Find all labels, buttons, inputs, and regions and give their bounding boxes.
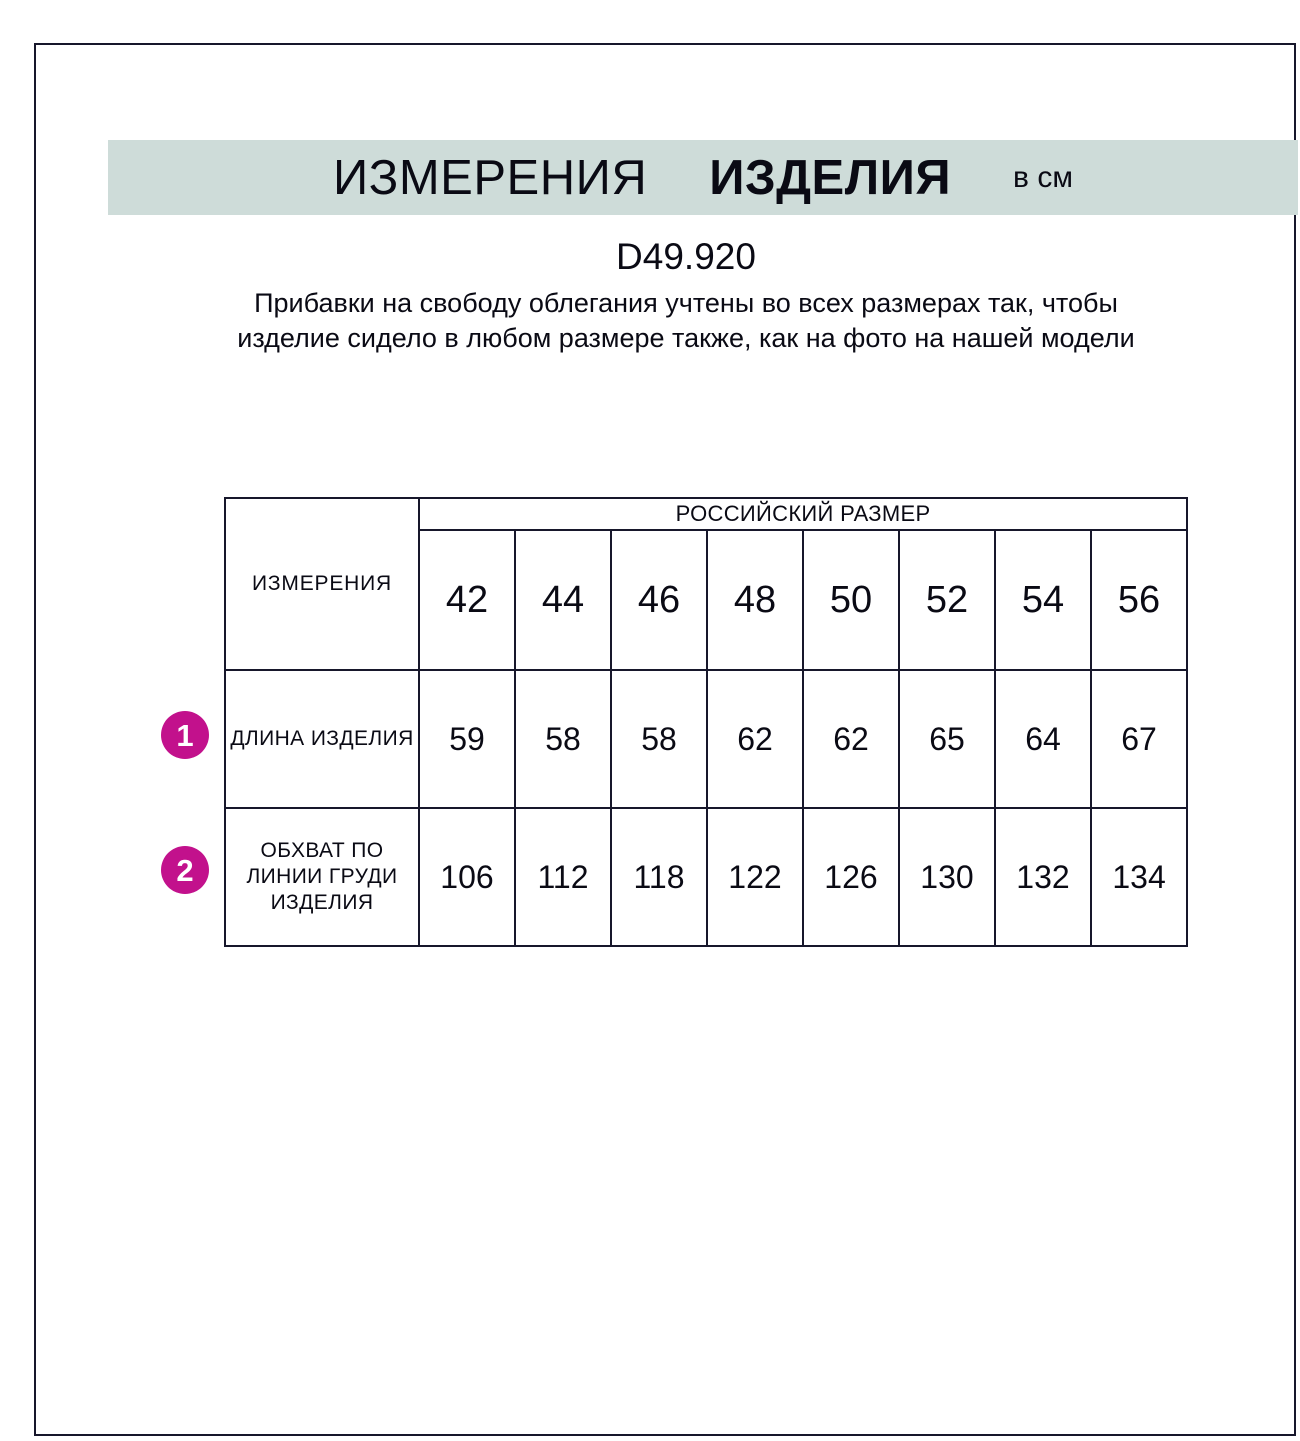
size-header-cell: 44 — [515, 530, 611, 670]
table-header-group-row — [225, 498, 1187, 530]
row-value: 62 — [803, 670, 899, 808]
fit-note: Прибавки на свободу облегания учтены во всех размерах так, чтобы изделие сидело в любом размере также, как на фото на нашей модели — [237, 288, 1135, 353]
row-value: 58 — [611, 670, 707, 808]
size-header-cell: 50 — [803, 530, 899, 670]
page-frame — [34, 43, 1296, 1436]
product-code: D49.920 — [616, 236, 756, 277]
table-row — [225, 670, 1187, 808]
size-table — [224, 497, 1188, 947]
row-value: 67 — [1091, 670, 1187, 808]
title-unit: в см — [1013, 160, 1073, 194]
row-label: ОБХВАТ ПО ЛИНИИ ГРУДИ ИЗДЕЛИЯ — [225, 808, 419, 946]
size-header-cell: 54 — [995, 530, 1091, 670]
size-table-container — [224, 497, 1186, 947]
row-value: 65 — [899, 670, 995, 808]
row-value: 134 — [1091, 808, 1187, 946]
row-value: 58 — [515, 670, 611, 808]
size-header-cell: 48 — [707, 530, 803, 670]
row-value: 64 — [995, 670, 1091, 808]
row-value: 126 — [803, 808, 899, 946]
title-measurements: ИЗМЕРЕНИЯ — [333, 150, 648, 205]
row-value: 62 — [707, 670, 803, 808]
measurements-header: ИЗМЕРЕНИЯ — [225, 498, 419, 670]
intro-block — [186, 233, 1186, 356]
russian-size-group-header: РОССИЙСКИЙ РАЗМЕР — [419, 498, 1187, 530]
row-value: 122 — [707, 808, 803, 946]
row-value: 130 — [899, 808, 995, 946]
table-row — [225, 808, 1187, 946]
title-product: ИЗДЕЛИЯ — [709, 150, 952, 205]
measurement-badge-1: 1 — [161, 711, 209, 759]
size-header-cell: 52 — [899, 530, 995, 670]
row-value: 118 — [611, 808, 707, 946]
title-band — [108, 140, 1298, 215]
size-header-cell: 56 — [1091, 530, 1187, 670]
size-header-cell: 46 — [611, 530, 707, 670]
size-header-cell: 42 — [419, 530, 515, 670]
row-value: 132 — [995, 808, 1091, 946]
row-label: ДЛИНА ИЗДЕЛИЯ — [225, 670, 419, 808]
row-value: 112 — [515, 808, 611, 946]
measurement-badge-2: 2 — [161, 846, 209, 894]
row-value: 59 — [419, 670, 515, 808]
row-value: 106 — [419, 808, 515, 946]
